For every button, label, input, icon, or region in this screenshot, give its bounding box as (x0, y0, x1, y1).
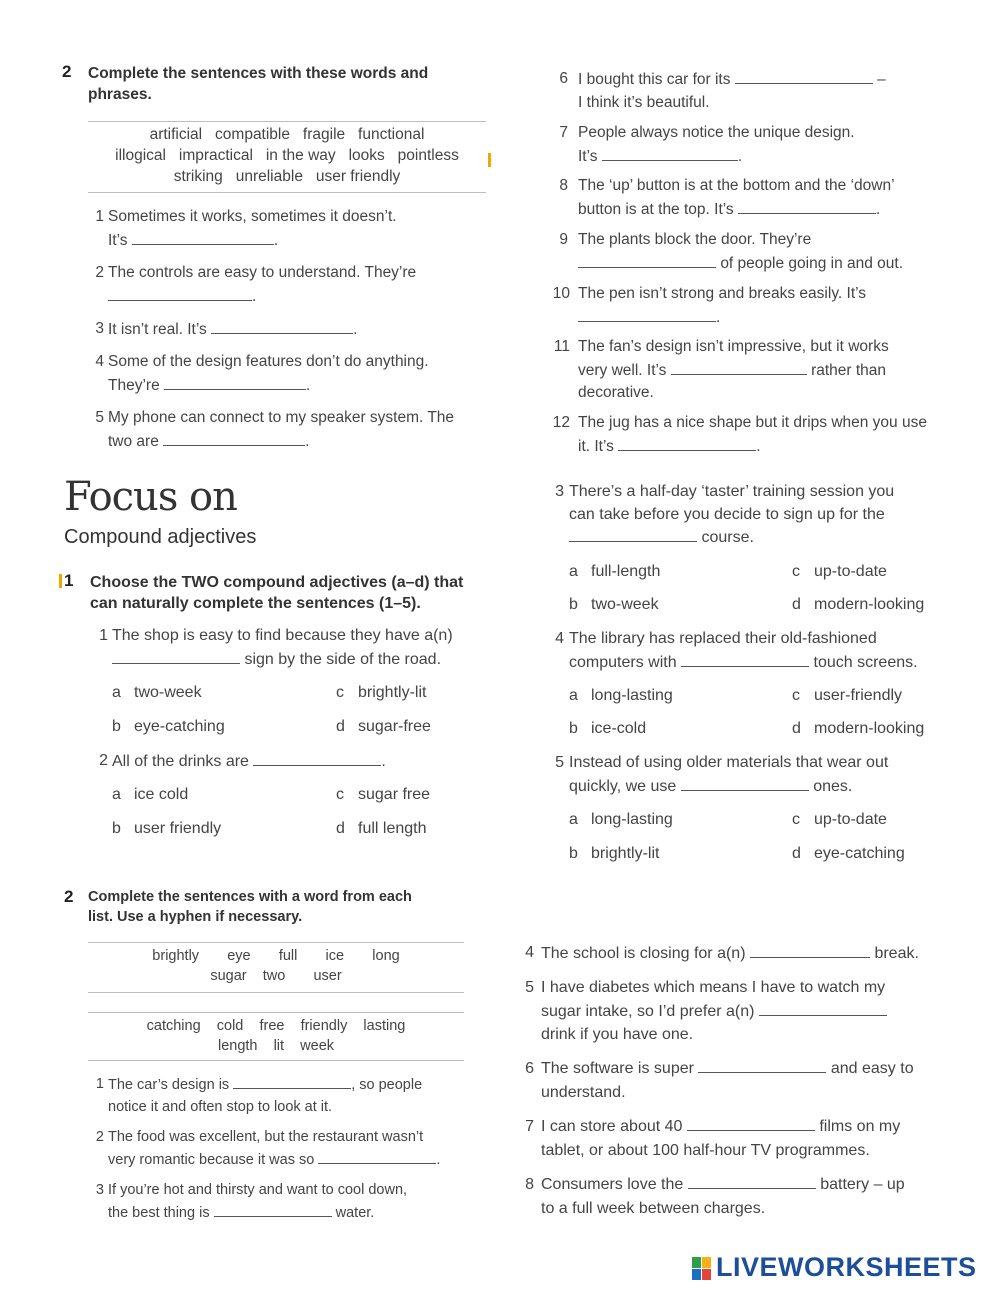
exercise-number: 2 (62, 62, 72, 81)
answer-blank[interactable] (132, 229, 274, 245)
answer-blank[interactable] (569, 526, 697, 542)
list-item: 9 The plants block the door. They’re of people going in and out. (559, 231, 904, 272)
option[interactable]: a long-lasting (569, 687, 673, 704)
option[interactable]: c up-to-date (792, 811, 887, 828)
list-item: 3 If you’re hot and thirsty and want to cool down, the best thing is water. (95, 1182, 408, 1221)
list-item: 7 People always notice the unique design. It’s . (559, 124, 855, 165)
option[interactable]: d sugar-free (336, 718, 431, 735)
section-subtitle: Compound adjectives (64, 526, 257, 548)
option[interactable]: d full length (336, 820, 427, 837)
answer-blank[interactable] (688, 1173, 816, 1189)
option[interactable]: a full-length (569, 563, 661, 580)
list-item: 7 I can store about 40 films on my tablet, or about 100 half-hour TV programmes. (514, 1115, 954, 1161)
section-title: Focus on (64, 474, 237, 520)
list-item: 6 The software is super and easy to understand. (514, 1057, 954, 1103)
word-list-1: brightly eye full ice long sugar two user (88, 942, 464, 993)
answer-blank[interactable] (698, 1057, 826, 1073)
list-item: 2 The controls are easy to understand. They’re . (95, 264, 417, 305)
list-item: 8 The ‘up’ button is at the bottom and the ‘down’ button is at the top. It’s . (559, 177, 895, 218)
list-item: 3 It isn’t real. It’s . (95, 320, 358, 338)
answer-blank[interactable] (253, 750, 381, 766)
question: 5 Instead of using older materials that wear out quickly, we use ones. (555, 754, 889, 795)
answer-blank[interactable] (318, 1148, 436, 1164)
option[interactable]: c user-friendly (792, 687, 903, 704)
answer-blank[interactable] (618, 435, 756, 451)
option[interactable]: d modern-looking (792, 596, 925, 613)
exercise-number: 2 (64, 887, 74, 906)
option[interactable]: d eye-catching (792, 845, 905, 862)
word-list-2: catching cold free friendly lasting length lit week (88, 1012, 464, 1061)
list-item: 4 Some of the design features don’t do anything. They’re . (95, 353, 429, 394)
list-item: 4 The school is closing for a(n) break. (525, 944, 919, 962)
option[interactable]: b brightly-lit (569, 845, 660, 862)
option[interactable]: c sugar free (336, 786, 431, 803)
option[interactable]: a long-lasting (569, 811, 673, 828)
answer-blank[interactable] (681, 651, 809, 667)
option[interactable]: b user friendly (112, 820, 222, 837)
answer-blank[interactable] (578, 306, 716, 322)
option[interactable]: d modern-looking (792, 720, 925, 737)
list-item: 11 The fan’s design isn’t impressive, but it works very well. It’s rather than decorative. (553, 338, 889, 401)
list-item: 5 My phone can connect to my speaker system. The two are . (95, 409, 455, 450)
highlight-mark (59, 574, 62, 588)
list-item: 2 The food was excellent, but the restaurant wasn’t very romantic because it was so . (95, 1129, 441, 1168)
answer-blank[interactable] (164, 374, 306, 390)
answer-blank[interactable] (211, 318, 353, 334)
list-item: 1 Sometimes it works, sometimes it doesn’t. It’s . (95, 208, 397, 249)
exercise-instruction: Complete the sentences with a word from each list. Use a hyphen if necessary. (88, 889, 412, 925)
option[interactable]: a ice cold (112, 786, 189, 803)
question: 4 The library has replaced their old-fashioned computers with touch screens. (555, 630, 918, 671)
highlight-mark (488, 153, 491, 167)
option[interactable]: c brightly-lit (336, 684, 427, 701)
list-item: 10 The pen isn’t strong and breaks easily. It’s . (552, 285, 867, 326)
answer-blank[interactable] (750, 942, 870, 958)
exercise-instruction: Choose the TWO compound adjectives (a–d) that can naturally complete the sentences (1–5). (90, 574, 464, 612)
question: 3 There’s a half-day ‘taster’ training session you can take before you decide to sign up for the course. (555, 483, 895, 546)
answer-blank[interactable] (578, 252, 716, 268)
answer-blank[interactable] (214, 1201, 332, 1217)
question: 1 The shop is easy to find because they have a(n) sign by the side of the road. (99, 627, 453, 668)
brand-logo-text[interactable]: LIVEWORKSHEETS (716, 1252, 977, 1282)
option[interactable]: b eye-catching (112, 718, 225, 735)
liveworksheets-logo-icon (692, 1257, 712, 1281)
word-bank: artificial compatible fragile functional illogical impractical in the way looks pointless striking unreliable user friendly (88, 121, 486, 193)
answer-blank[interactable] (163, 430, 305, 446)
answer-blank[interactable] (233, 1073, 351, 1089)
option[interactable]: b two-week (569, 596, 659, 613)
question: 2 All of the drinks are . (99, 752, 386, 770)
answer-blank[interactable] (671, 359, 807, 375)
answer-blank[interactable] (681, 775, 809, 791)
option[interactable]: b ice-cold (569, 720, 647, 737)
list-item: 8 Consumers love the battery – up to a full week between charges. (514, 1173, 954, 1219)
answer-blank[interactable] (759, 1000, 887, 1016)
exercise-instruction: Complete the sentences with these words and phrases. (88, 65, 429, 103)
option[interactable]: a two-week (112, 684, 202, 701)
list-item: 1 The car’s design is , so people notice it and often stop to look at it. (84, 1073, 484, 1119)
answer-blank[interactable] (602, 145, 738, 161)
answer-blank[interactable] (108, 285, 252, 301)
list-item: 6 I bought this car for its – I think it’s beautiful. (559, 70, 886, 111)
list-item: 12 The jug has a nice shape but it drips when you use it. It’s . (552, 414, 927, 455)
answer-blank[interactable] (735, 68, 873, 84)
exercise-number: 1 (64, 571, 74, 590)
option[interactable]: c up-to-date (792, 563, 887, 580)
answer-blank[interactable] (738, 198, 876, 214)
answer-blank[interactable] (112, 648, 240, 664)
list-item: 5 I have diabetes which means I have to watch my sugar intake, so I’d prefer a(n) drink if you have one. (525, 979, 886, 1043)
answer-blank[interactable] (687, 1115, 815, 1131)
